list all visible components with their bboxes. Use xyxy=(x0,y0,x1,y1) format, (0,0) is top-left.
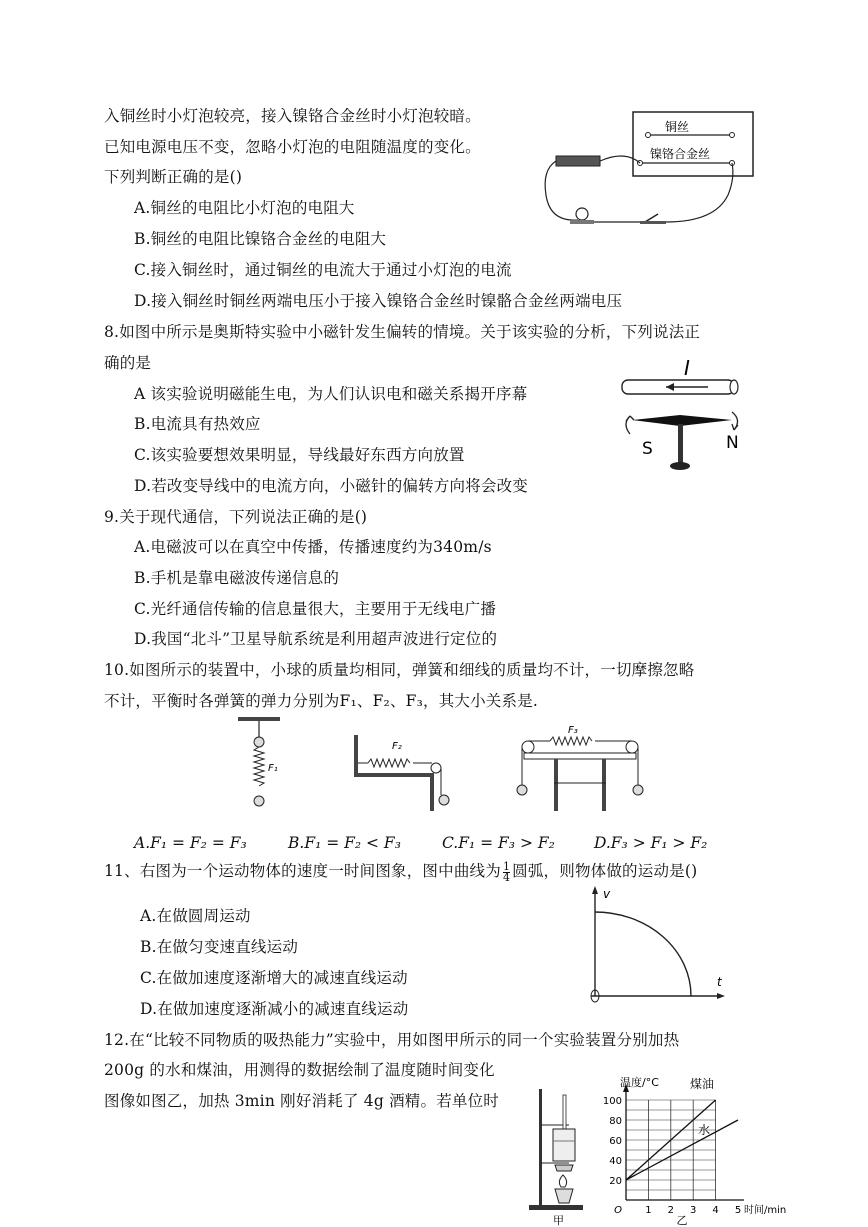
q7-option-b: B.铜丝的电阻比镍铬合金丝的电阻大 xyxy=(134,230,387,248)
q11-option-b: B.在做匀变速直线运动 xyxy=(140,938,299,956)
q10-option-b: B.F₁ = F₂ < F₃ xyxy=(288,834,401,852)
circuit-board xyxy=(633,112,753,176)
q12-text-line2: 200g 的水和煤油，用测得的数据绘制了温度随时间变化 xyxy=(104,1061,495,1079)
q10-option-d: D.F₃ > F₁ > F₂ xyxy=(594,834,708,852)
origin-label: O xyxy=(614,1205,622,1216)
current-label: I xyxy=(684,356,690,380)
north-label: N xyxy=(726,433,739,453)
q9-option-d: D.我国“北斗”卫星导航系统是利用超声波进行定位的 xyxy=(134,630,498,648)
series-label-kerosene: 煤油 xyxy=(690,1077,715,1091)
q10-option-c: C.F₁ = F₃ > F₂ xyxy=(442,834,555,852)
fig-jia-label: 甲 xyxy=(553,1214,564,1227)
q11-option-c: C.在做加速度逐渐增大的减速直线运动 xyxy=(140,969,408,987)
flame-icon xyxy=(559,1175,566,1187)
chart-labels xyxy=(603,1075,786,1227)
q11-option-d: D.在做加速度逐渐减小的减速直线运动 xyxy=(140,1000,409,1018)
y-tick-label: 40 xyxy=(609,1156,622,1167)
battery-pack xyxy=(556,156,600,166)
q9-text-line1: 9.关于现代通信，下列说法正确的是() xyxy=(104,508,368,526)
q9-option-b: B.手机是靠电磁波传递信息的 xyxy=(134,569,340,587)
fraction-quarter xyxy=(502,859,511,884)
q8-text-line1: 8.如图中所示是奥斯特实验中小磁针发生偏转的情境。关于该实验的分析，下列说法正 xyxy=(104,323,701,341)
x-axis-title: 时间/min xyxy=(744,1205,787,1216)
t-axis-label: t xyxy=(717,975,722,989)
nichrome-label: 镍铬合金丝 xyxy=(650,147,711,161)
f2-label: F₂ xyxy=(392,741,402,752)
q8-option-d: D.若改变导线中的电流方向，小磁针的偏转方向将会改变 xyxy=(134,477,529,495)
v-axis-arrow-icon xyxy=(592,886,598,894)
f1-label: F₁ xyxy=(268,763,278,774)
q11-text-b: 圆弧，则物体做的运动是() xyxy=(512,862,698,880)
fig-yi-label: 乙 xyxy=(676,1214,688,1227)
quarter-arc xyxy=(595,912,691,996)
series-label-water: 水 xyxy=(698,1123,711,1137)
beaker xyxy=(553,1129,575,1161)
q8-option-a: A 该实验说明磁能生电，为人们认识电和磁关系揭开序幕 xyxy=(134,385,528,403)
q9-option-a: A.电磁波可以在真空中传播，传播速度约为340m/s xyxy=(134,538,492,556)
q12-text-line3: 图像如图乙，加热 3min 刚好消耗了 4g 酒精。若单位时 xyxy=(104,1092,499,1110)
q10-text-line2: 不计，平衡时各弹簧的弹力分别为F₁、F₂、F₃，其大小关系是. xyxy=(104,692,539,710)
stand-base xyxy=(529,1205,583,1210)
q7-circuit-figure xyxy=(540,110,760,235)
q11-text-line1 xyxy=(104,861,697,883)
v-axis-label: v xyxy=(603,887,611,901)
chart-axes xyxy=(623,1084,744,1200)
q10-figure-3 xyxy=(510,723,650,815)
x-tick-label: 2 xyxy=(667,1205,674,1216)
q8-option-b: B.电流具有热效应 xyxy=(134,415,261,433)
q12-text-line1: 12.在“比较不同物质的吸热能力”实验中，用如图甲所示的同一个实验装置分别加热 xyxy=(104,1031,680,1049)
fraction-numerator: 1 xyxy=(502,859,511,873)
switch xyxy=(645,214,658,222)
q7-option-a: A.铜丝的电阻比小灯泡的电阻大 xyxy=(134,199,355,217)
chart-grid xyxy=(626,1100,716,1200)
q9-option-c: C.光纤通信传输的信息量很大，主要用于无线电广播 xyxy=(134,600,497,618)
stand-rod xyxy=(539,1089,542,1207)
t-axis-arrow-icon xyxy=(717,993,725,999)
x-tick-label: 1 xyxy=(645,1205,652,1216)
q11-vt-graph xyxy=(585,882,730,1004)
q10-figure-2 xyxy=(352,733,462,813)
copper-label: 铜丝 xyxy=(665,120,690,134)
q8-text-line2: 确的是 xyxy=(104,354,152,372)
q11-option-a: A.在做圆周运动 xyxy=(140,907,251,925)
y-tick-label: 100 xyxy=(602,1096,622,1107)
q7-option-d: D.接入铜丝时铜丝两端电压小于接入镍铬合金丝时镍骼合金丝两端电压 xyxy=(134,292,623,310)
y-axis-title: 温度/°C xyxy=(620,1076,659,1089)
q11-text-a: 11、右图为一个运动物体的速度一时间图象，图中曲线为 xyxy=(104,862,501,880)
x-tick-label: 3 xyxy=(690,1205,697,1216)
y-tick-label: 80 xyxy=(609,1116,622,1127)
q8-oersted-figure xyxy=(608,358,768,482)
q7-text-line1: 入铜丝时小灯泡较亮，接入镍铬合金丝时小灯泡较暗。 xyxy=(104,107,481,125)
y-tick-label: 20 xyxy=(609,1176,622,1187)
q8-option-c: C.该实验要想效果明显，导线最好东西方向放置 xyxy=(134,446,465,464)
fraction-denominator: 4 xyxy=(502,870,511,884)
q12-temperature-chart xyxy=(598,1076,787,1227)
q10-option-a: A.F₁ = F₂ = F₃ xyxy=(134,834,247,852)
q7-option-c: C.接入铜丝时，通过铜丝的电流大于通过小灯泡的电流 xyxy=(134,261,512,279)
south-label: S xyxy=(642,439,653,459)
q7-text-line3: 下列判断正确的是() xyxy=(104,168,243,186)
x-tick-label: 4 xyxy=(712,1205,719,1216)
q7-text-line2: 已知电源电压不变，忽略小灯泡的电阻随温度的变化。 xyxy=(104,138,481,156)
q12-apparatus-figure xyxy=(525,1085,595,1227)
bulb xyxy=(576,208,588,220)
x-tick-label: 5 xyxy=(734,1205,742,1216)
q10-figure-1 xyxy=(232,715,292,811)
q10-text-line1: 10.如图所示的装置中，小球的质量均相同，弹簧和细线的质量均不计，一切摩擦忽略 xyxy=(104,661,695,679)
f3-label: F₃ xyxy=(568,725,578,736)
y-tick-label: 60 xyxy=(609,1136,622,1147)
alcohol-lamp xyxy=(555,1189,573,1203)
